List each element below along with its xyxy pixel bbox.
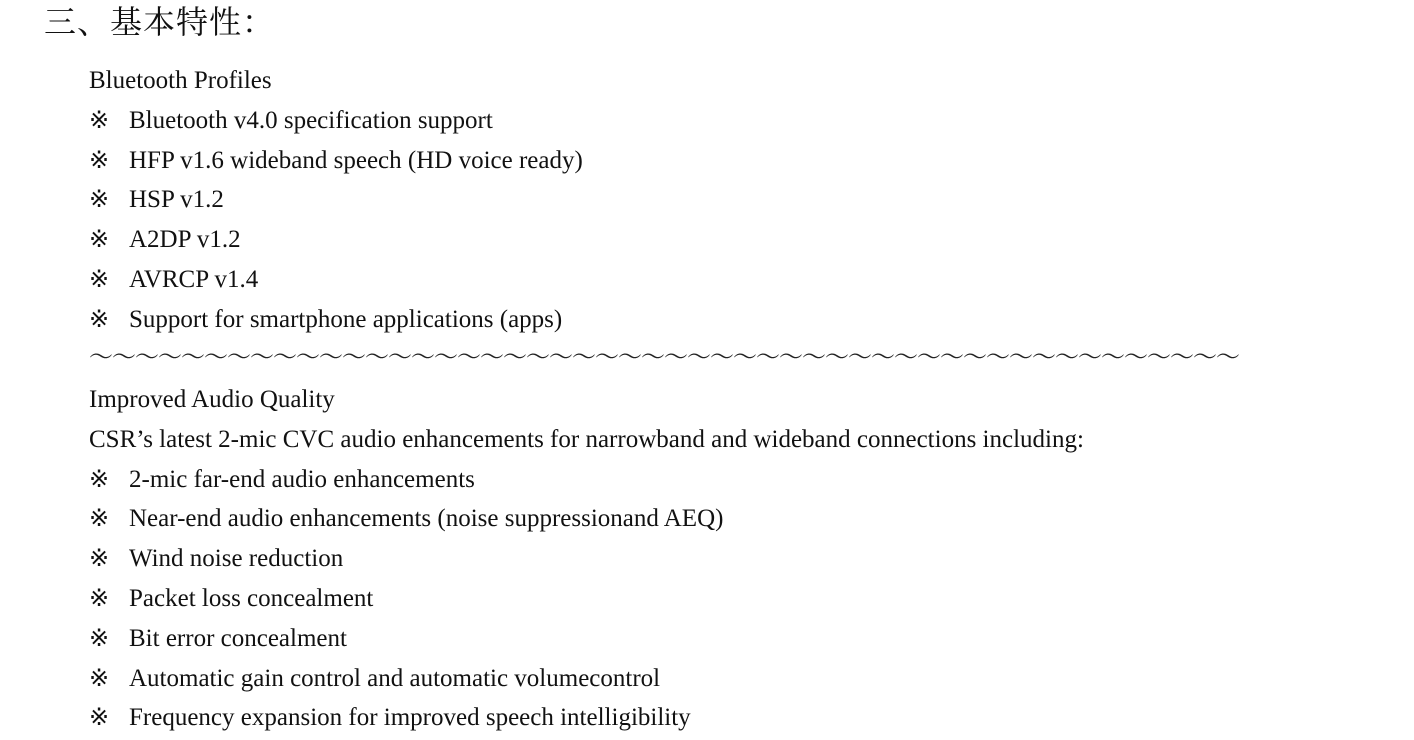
list-item [89, 619, 1389, 659]
reference-mark-icon: ※ [89, 583, 110, 612]
list-item-text: AVRCP v1.4 [129, 265, 259, 293]
list-item [89, 659, 1389, 699]
section-intro: CSR’s latest 2-mic CVC audio enhancements for narrowband and wideband connections including: [89, 425, 1084, 453]
list-item-text: Bluetooth v4.0 specification support [129, 106, 493, 134]
list-item-text: Bit error concealment [129, 624, 347, 652]
list-item-text: Near-end audio enhancements (noise suppressionand AEQ) [129, 505, 724, 533]
reference-mark-icon: ※ [89, 544, 110, 573]
list-item [89, 460, 1389, 500]
section-title: Improved Audio Quality [89, 386, 335, 413]
list-item [89, 698, 1389, 738]
wave-divider: ～～～～～～～～～～～～～～～～～～～～～～～～～～～～～～～～～～～～～～～～～～～～～～～～～～ [89, 345, 1239, 371]
reference-mark-icon: ※ [89, 663, 110, 692]
list-item [89, 579, 1389, 619]
list-item [89, 101, 1389, 141]
section-heading: 三、基本特性： [44, 4, 276, 40]
profile-list [89, 101, 1389, 340]
list-item [89, 300, 1389, 340]
reference-mark-icon: ※ [89, 185, 110, 214]
list-item-text: HFP v1.6 wideband speech (HD voice ready) [129, 146, 583, 174]
audio-quality-section [89, 380, 1389, 738]
list-item [89, 260, 1389, 300]
list-item-text: Frequency expansion for improved speech intelligibility [129, 704, 691, 732]
list-item-text: 2-mic far-end audio enhancements [129, 465, 475, 493]
reference-mark-icon: ※ [89, 105, 110, 134]
reference-mark-icon: ※ [89, 304, 110, 333]
list-item [89, 180, 1389, 220]
list-item-text: Wind noise reduction [129, 545, 344, 573]
reference-mark-icon: ※ [89, 504, 110, 533]
list-item [89, 220, 1389, 260]
list-item-text: A2DP v1.2 [129, 226, 241, 254]
list-item-text: Automatic gain control and automatic volumecontrol [129, 664, 661, 692]
reference-mark-icon: ※ [89, 623, 110, 652]
reference-mark-icon: ※ [89, 703, 110, 732]
list-item-text: HSP v1.2 [129, 186, 224, 214]
reference-mark-icon: ※ [89, 264, 110, 293]
list-item [89, 141, 1389, 181]
reference-mark-icon: ※ [89, 464, 110, 493]
section-title: Bluetooth Profiles [89, 67, 272, 94]
list-item-text: Support for smartphone applications (apps) [129, 305, 563, 333]
reference-mark-icon: ※ [89, 145, 110, 174]
bluetooth-profiles-section [89, 61, 1389, 340]
reference-mark-icon: ※ [89, 225, 110, 254]
list-item-text: Packet loss concealment [129, 584, 374, 612]
list-item [89, 539, 1389, 579]
list-item [89, 499, 1389, 539]
audio-feature-list [89, 460, 1389, 739]
